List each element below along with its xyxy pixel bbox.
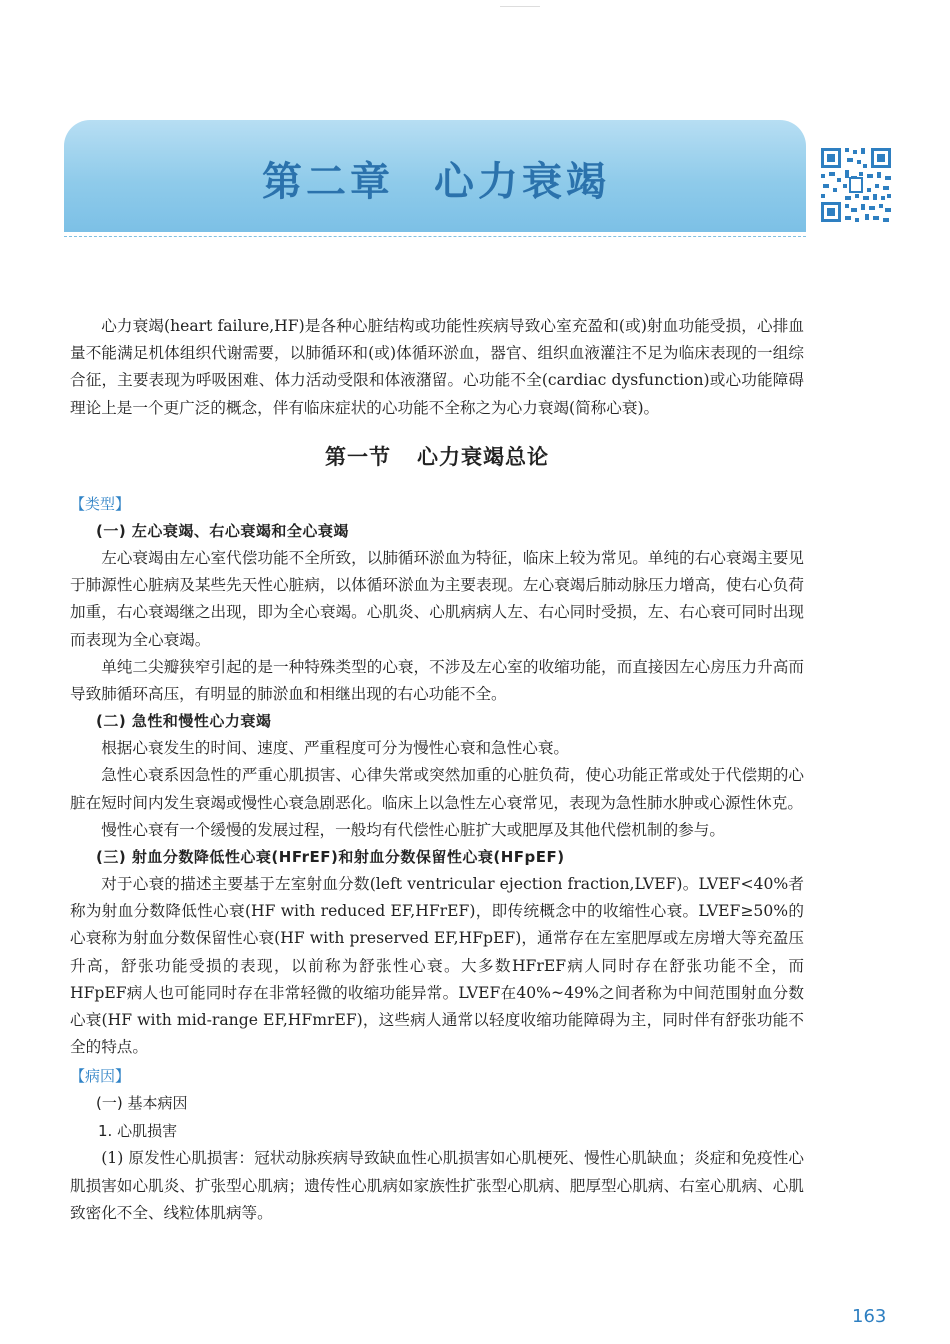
types-subheading-3: (三) 射血分数降低性心衰(HFrEF)和射血分数保留性心衰(HFpEF) xyxy=(96,848,565,867)
qr-code-icon[interactable] xyxy=(818,138,894,226)
etiology-label: 【病因】 xyxy=(70,1067,131,1086)
intro-paragraph: 心力衰竭(heart failure,HF)是各种心脏结构或功能性疾病导致心室充盈和(或)射血功能受损，心排血量不能满足机体组织代谢需要，以肺循环和(或)体循环淤血，器官、组织血液灌注不足为临床表现的一组综合征，主要表现为呼吸困难、体力活动受限和体液潴留。心功能不全(cardiac dysfunction)或心功能障碍理论上是一个更广泛的概念，伴有临床症状的心功能不全称之为心力衰竭(简称心衰)。 xyxy=(70,317,804,417)
types-subheading-2: (二) 急性和慢性心力衰竭 xyxy=(96,712,272,731)
chapter-number: 第二章 xyxy=(262,159,394,205)
page-content xyxy=(70,313,804,1227)
types-subheading-1: (一) 左心衰竭、右心衰竭和全心衰竭 xyxy=(96,522,349,541)
top-margin-mark xyxy=(500,6,540,7)
etiology-item-1-title: 1. 心肌损害 xyxy=(98,1122,178,1141)
types-sub2-paragraph-1: 根据心衰发生的时间、速度、严重程度可分为慢性心衰和急性心衰。 xyxy=(101,739,570,758)
page-number: 163 xyxy=(852,1306,887,1327)
types-label: 【类型】 xyxy=(70,495,131,514)
etiology-paragraph-1: (1) 原发性心肌损害：冠状动脉疾病导致缺血性心肌损害如心肌梗死、慢性心肌缺血；炎症和免疫性心肌损害如心肌炎、扩张型心肌病；遗传性心肌病如家族性扩张型心肌病、肥厚型心肌病、右室心肌病、心肌致密化不全、线粒体肌病等。 xyxy=(70,1149,804,1222)
types-sub2-paragraph-3: 慢性心衰有一个缓慢的发展过程，一般均有代偿性心脏扩大或肥厚及其他代偿机制的参与。 xyxy=(101,820,725,839)
chapter-name: 心力衰竭 xyxy=(434,159,610,205)
section-number: 第一节 xyxy=(325,444,391,469)
etiology-subheading-1: (一) 基本病因 xyxy=(96,1094,188,1113)
banner-divider xyxy=(64,236,806,237)
types-sub3-paragraph-1: 对于心衰的描述主要基于左室射血分数(left ventricular ejection fraction,LVEF)。LVEF<40%者称为射血分数降低性心衰(HF with reduced EF,HFrEF)，即传统概念中的收缩性心衰。LVEF≥50%的心衰称为射血分数保留性心衰(HF with preserved EF,HFpEF)，通常存在左室肥厚或左房增大等充盈压升高，舒张功能受损的表现，以前称为舒张性心衰。大多数HFrEF病人同时存在舒张功能不全，而HFpEF病人也可能同时存在非常轻微的收缩功能异常。LVEF在40%~49%之间者称为中间范围射血分数心衰(HF with mid-range EF,HFmrEF)，这些病人通常以轻度收缩功能障碍为主，同时伴有舒张功能不全的特点。 xyxy=(70,875,804,1057)
section-title xyxy=(70,444,804,471)
chapter-title xyxy=(66,150,806,207)
section-name: 心力衰竭总论 xyxy=(417,444,549,469)
types-sub1-paragraph-1: 左心衰竭由左心室代偿功能不全所致，以肺循环淤血为特征，临床上较为常见。单纯的右心衰竭主要见于肺源性心脏病及某些先天性心脏病，以体循环淤血为主要表现。左心衰竭后肺动脉压力增高，使右心负荷加重，右心衰竭继之出现，即为全心衰竭。心肌炎、心肌病病人左、右心同时受损，左、右心衰可同时出现而表现为全心衰竭。 xyxy=(70,549,804,649)
types-sub2-paragraph-2: 急性心衰系因急性的严重心肌损害、心律失常或突然加重的心脏负荷，使心功能正常或处于代偿期的心脏在短时间内发生衰竭或慢性心衰急剧恶化。临床上以急性左心衰常见，表现为急性肺水肿或心源性休克。 xyxy=(70,766,804,812)
types-sub1-paragraph-2: 单纯二尖瓣狭窄引起的是一种特殊类型的心衰，不涉及左心室的收缩功能，而直接因左心房压力升高而导致肺循环高压，有明显的肺淤血和相继出现的右心功能不全。 xyxy=(70,657,804,704)
